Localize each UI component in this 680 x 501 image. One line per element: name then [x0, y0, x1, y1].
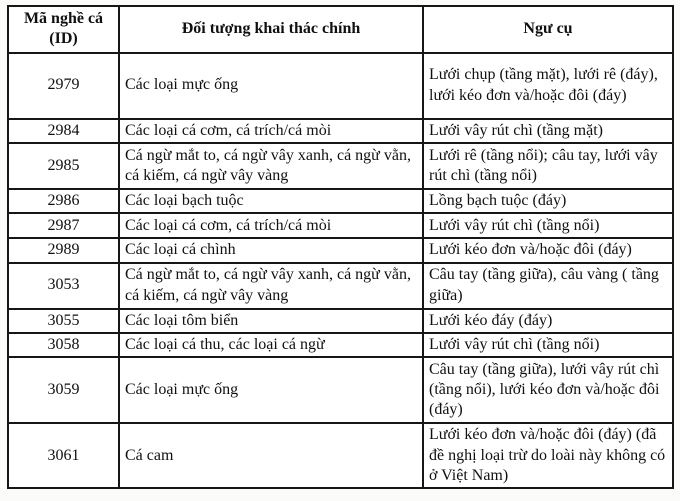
cell-fishery-id: 3059: [8, 357, 119, 423]
cell-fishery-id: 2987: [8, 213, 119, 238]
table-row: [8, 53, 673, 119]
cell-fishery-id: 2989: [8, 238, 119, 262]
header-gear: Ngư cụ: [423, 6, 673, 53]
cell-gear: Lưới kéo đơn và/hoặc đôi (đáy): [423, 238, 673, 262]
cell-gear: Câu tay (tầng giữa), lưới vây rút chì (tầng nổi), lưới kéo đơn và/hoặc đôi (đáy): [423, 357, 673, 423]
cell-fishery-id: 2986: [8, 189, 119, 213]
table-row: [8, 309, 673, 333]
cell-fishery-id: 3055: [8, 309, 119, 333]
cell-main-target: Cá ngừ mắt to, cá ngừ vây xanh, cá ngừ vằn, cá kiếm, cá ngừ vây vàng: [119, 263, 423, 309]
table-body: [8, 53, 673, 489]
table-row: [8, 357, 673, 423]
header-row: [8, 6, 673, 53]
table-row: [8, 143, 673, 189]
cell-fishery-id: 2984: [8, 119, 119, 143]
cell-main-target: Các loại bạch tuộc: [119, 189, 423, 213]
cell-gear: Lưới vây rút chì (tầng nổi): [423, 333, 673, 357]
cell-main-target: Các loại mực ống: [119, 53, 423, 119]
cell-main-target: Các loại tôm biển: [119, 309, 423, 333]
cell-gear: Lưới chụp (tầng mặt), lưới rê (đáy), lưới kéo đơn và/hoặc đôi (đáy): [423, 53, 673, 119]
cell-gear: Lưới vây rút chì (tầng mặt): [423, 119, 673, 143]
cell-gear: Câu tay (tầng giữa), câu vàng ( tầng giữa): [423, 263, 673, 309]
cell-fishery-id: 3053: [8, 263, 119, 309]
cell-gear: Lưới rê (tầng nổi); câu tay, lưới vây rút chì (tầng nổi): [423, 143, 673, 189]
cell-fishery-id: 2979: [8, 53, 119, 119]
cell-gear: Lưới kéo đáy (đáy): [423, 309, 673, 333]
fishing-gear-table: [7, 5, 674, 489]
cell-main-target: Các loại mực ống: [119, 357, 423, 423]
table-row: [8, 119, 673, 143]
cell-fishery-id: 3061: [8, 423, 119, 488]
table-row: [8, 189, 673, 213]
cell-main-target: Các loại cá chình: [119, 238, 423, 262]
cell-gear: Lưới vây rút chì (tầng nổi): [423, 213, 673, 238]
cell-fishery-id: 2985: [8, 143, 119, 189]
cell-main-target: Các loại cá thu, các loại cá ngừ: [119, 333, 423, 357]
header-main-target: Đối tượng khai thác chính: [119, 6, 423, 53]
table-row: [8, 213, 673, 238]
header-fishery-id: Mã nghề cá (ID): [8, 6, 119, 53]
table-row: [8, 263, 673, 309]
table-header: [8, 6, 673, 53]
cell-main-target: Cá cam: [119, 423, 423, 488]
cell-gear: Lưới kéo đơn và/hoặc đôi (đáy) (đã đề nghị loại trừ do loài này không có ở Việt Nam): [423, 423, 673, 488]
table-row: [8, 238, 673, 262]
cell-main-target: Các loại cá cơm, cá trích/cá mòi: [119, 119, 423, 143]
table-row: [8, 333, 673, 357]
cell-main-target: Cá ngừ mắt to, cá ngừ vây xanh, cá ngừ vằn, cá kiếm, cá ngừ vây vàng: [119, 143, 423, 189]
cell-fishery-id: 3058: [8, 333, 119, 357]
cell-main-target: Các loại cá cơm, cá trích/cá mòi: [119, 213, 423, 238]
cell-gear: Lồng bạch tuộc (đáy): [423, 189, 673, 213]
table-row: [8, 423, 673, 488]
